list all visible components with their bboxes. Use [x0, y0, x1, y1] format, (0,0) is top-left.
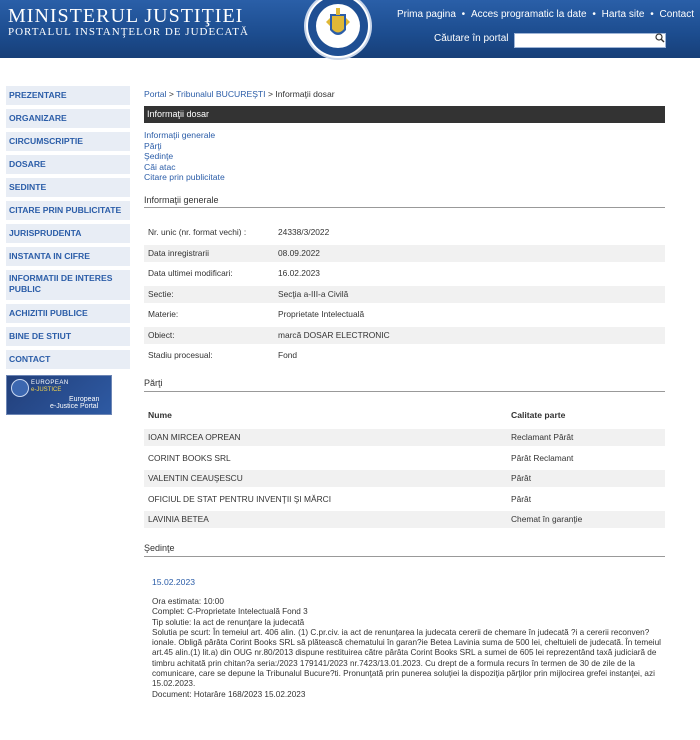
divider [144, 391, 665, 392]
info-value: Fond [278, 350, 298, 360]
section-header-bar: Informaţii dosar [144, 106, 665, 123]
breadcrumb-tribunal[interactable]: Tribunalul BUCUREŞTI [176, 89, 266, 99]
table-row [144, 511, 665, 528]
tab-parti[interactable]: Părţi [144, 140, 162, 151]
info-label: Sectie: [148, 289, 174, 299]
party-role: Pârât Reclamant [511, 453, 574, 463]
ejustice-line3: European [69, 396, 100, 403]
info-label: Obiect: [148, 330, 175, 340]
info-label: Data inregistrarii [148, 248, 209, 258]
info-row [144, 306, 665, 323]
info-section-title: Informaţii generale [144, 195, 219, 205]
tab-cai-atac[interactable]: Căi atac [144, 161, 176, 172]
info-row [144, 265, 665, 282]
ejustice-logo-icon [11, 379, 29, 397]
info-row [144, 245, 665, 262]
coat-of-arms-logo[interactable] [306, 0, 370, 58]
info-value: 08.09.2022 [278, 248, 320, 258]
nav-separator: • [650, 9, 654, 20]
sedinta-solutie: Solutia pe scurt: În temeiul art. 406 alin. (1) C.pr.civ. ia act de renunţarea la judecata cererii de chemare în judecată ?i a cererii reconven?ionale. Obligă pârâta Corint Books SRL să plătească chematului în garan?ie Betea Lavinia suma de 500 lei, cheltuieli de judecată. În temeiul art.45 alin.(1) lit.a) din OUG nr.80/2013 dispune restituirea către pârâta Corint Books SRL a sumei de 605 lei reprezentând taxă judiciară de timbru achitată prin chitan?a seria:/2023 179141/2023 nr.7423/13.01.2023. Cu drept de a formula recurs în termen de 30 de zile de la comunicare, care se depune la Tribunalul Bucure?ti. Pronunţată prin punerea soluţiei la dispoziţia părţilor prin mijlocirea grefei instanţei, azi 15.02.2023. [152, 627, 661, 689]
info-row [144, 286, 665, 303]
party-name: VALENTIN CEAUŞESCU [148, 473, 243, 483]
ejustice-line1: EUROPEAN [31, 380, 69, 386]
sedinta-details [152, 597, 667, 700]
breadcrumb-current: Informaţii dosar [275, 89, 335, 99]
top-navigation [397, 9, 694, 20]
sedinta-ora: Ora estimata: 10:00 [152, 597, 224, 606]
party-role: Reclamant Pârât [511, 432, 574, 442]
sidebar-item-prezentare[interactable]: PREZENTARE [6, 86, 130, 105]
info-label: Materie: [148, 309, 179, 319]
divider [144, 556, 665, 557]
nav-acces-programatic[interactable]: Acces programatic la date [470, 9, 587, 20]
sidebar-item-sedinte[interactable]: SEDINTE [6, 178, 130, 197]
parti-table-header [144, 407, 665, 424]
column-header-role: Calitate parte [511, 410, 566, 420]
info-value: 24338/3/2022 [278, 227, 330, 237]
sedinta-complet: Complet: C-Proprietate Intelectuală Fond 3 [152, 607, 308, 617]
ejustice-banner[interactable] [6, 375, 112, 415]
nav-contact[interactable]: Contact [659, 9, 694, 20]
party-name: LAVINIA BETEA [148, 514, 209, 524]
table-row [144, 491, 665, 508]
sidebar-menu [6, 86, 130, 373]
sedinta-tip-solutie: Tip solutie: Ia act de renunţare la judecată [152, 617, 305, 627]
breadcrumb-portal[interactable]: Portal [144, 89, 167, 99]
info-value: marcă DOSAR ELECTRONIC [278, 330, 390, 340]
party-name: OFICIUL DE STAT PENTRU INVENŢII ŞI MĂRCI [148, 494, 332, 504]
parti-section-title: Părţi [144, 378, 163, 388]
party-role: Chemat în garanţie [511, 514, 583, 524]
nav-harta-site[interactable]: Harta site [601, 9, 645, 20]
info-label: Data ultimei modificari: [148, 268, 233, 278]
party-role: Pârât [511, 494, 532, 504]
search-input[interactable] [514, 33, 666, 48]
sidebar-item-organizare[interactable]: ORGANIZARE [6, 109, 130, 128]
party-role: Pârât [511, 473, 532, 483]
info-row [144, 224, 665, 241]
site-title[interactable]: MINISTERUL JUSTIŢIEI [8, 5, 244, 27]
info-value: 16.02.2023 [278, 268, 320, 278]
ejustice-line4: e-Justice Portal [50, 403, 99, 410]
tab-citare[interactable]: Citare prin publicitate [144, 172, 225, 182]
party-name: IOAN MIRCEA OPREAN [148, 432, 241, 442]
tab-sedinte[interactable]: Şedinţe [144, 151, 174, 161]
ejustice-line2: e-JUSTICE [31, 387, 62, 393]
nav-separator: • [592, 9, 596, 20]
sidebar-item-dosare[interactable]: DOSARE [6, 155, 130, 174]
tab-informatii-generale[interactable]: Informaţii generale [144, 130, 216, 140]
site-subtitle[interactable]: PORTALUL INSTANŢELOR DE JUDECATĂ [8, 26, 249, 38]
sedinta-date: 15.02.2023 [152, 577, 196, 587]
sidebar-item-circumscriptie[interactable]: CIRCUMSCRIPTIE [6, 132, 130, 151]
info-row [144, 347, 665, 364]
sedinta-document: Document: Hotarâre 168/2023 15.02.2023 [152, 689, 306, 699]
breadcrumb [144, 89, 335, 99]
dossier-tabs [144, 130, 225, 183]
info-value: Proprietate Intelectuală [278, 309, 365, 319]
breadcrumb-separator: > [168, 89, 174, 99]
sidebar-item-informatii-interes-public[interactable]: INFORMATII DE INTERES PUBLIC [6, 270, 130, 300]
search-label: Căutare în portal [434, 33, 509, 44]
table-row [144, 450, 665, 467]
site-header [0, 0, 700, 58]
table-row [144, 470, 665, 487]
info-label: Stadiu procesual: [148, 350, 213, 360]
info-label: Nr. unic (nr. format vechi) : [148, 227, 247, 237]
nav-prima-pagina[interactable]: Prima pagina [396, 9, 456, 20]
info-value: Secţia a-III-a Civilă [278, 289, 349, 299]
sidebar-item-jurisprudenta[interactable]: JURISPRUDENTA [6, 224, 130, 243]
sedinte-section-title: Şedinţe [144, 543, 175, 553]
nav-separator: • [461, 9, 466, 20]
sidebar-item-contact[interactable]: CONTACT [6, 350, 130, 369]
column-header-name: Nume [148, 410, 172, 420]
info-row [144, 327, 665, 344]
search-icon[interactable] [653, 33, 666, 46]
sidebar-item-instanta-in-cifre[interactable]: INSTANTA IN CIFRE [6, 247, 130, 266]
divider [144, 207, 665, 208]
sidebar-item-citare[interactable]: CITARE PRIN PUBLICITATE [6, 201, 130, 220]
sidebar-item-bine-de-stiut[interactable]: BINE DE STIUT [6, 327, 130, 346]
table-row [144, 429, 665, 446]
breadcrumb-separator: > [267, 89, 273, 99]
sidebar-item-achizitii[interactable]: ACHIZITII PUBLICE [6, 304, 130, 323]
party-name: CORINT BOOKS SRL [148, 453, 231, 463]
